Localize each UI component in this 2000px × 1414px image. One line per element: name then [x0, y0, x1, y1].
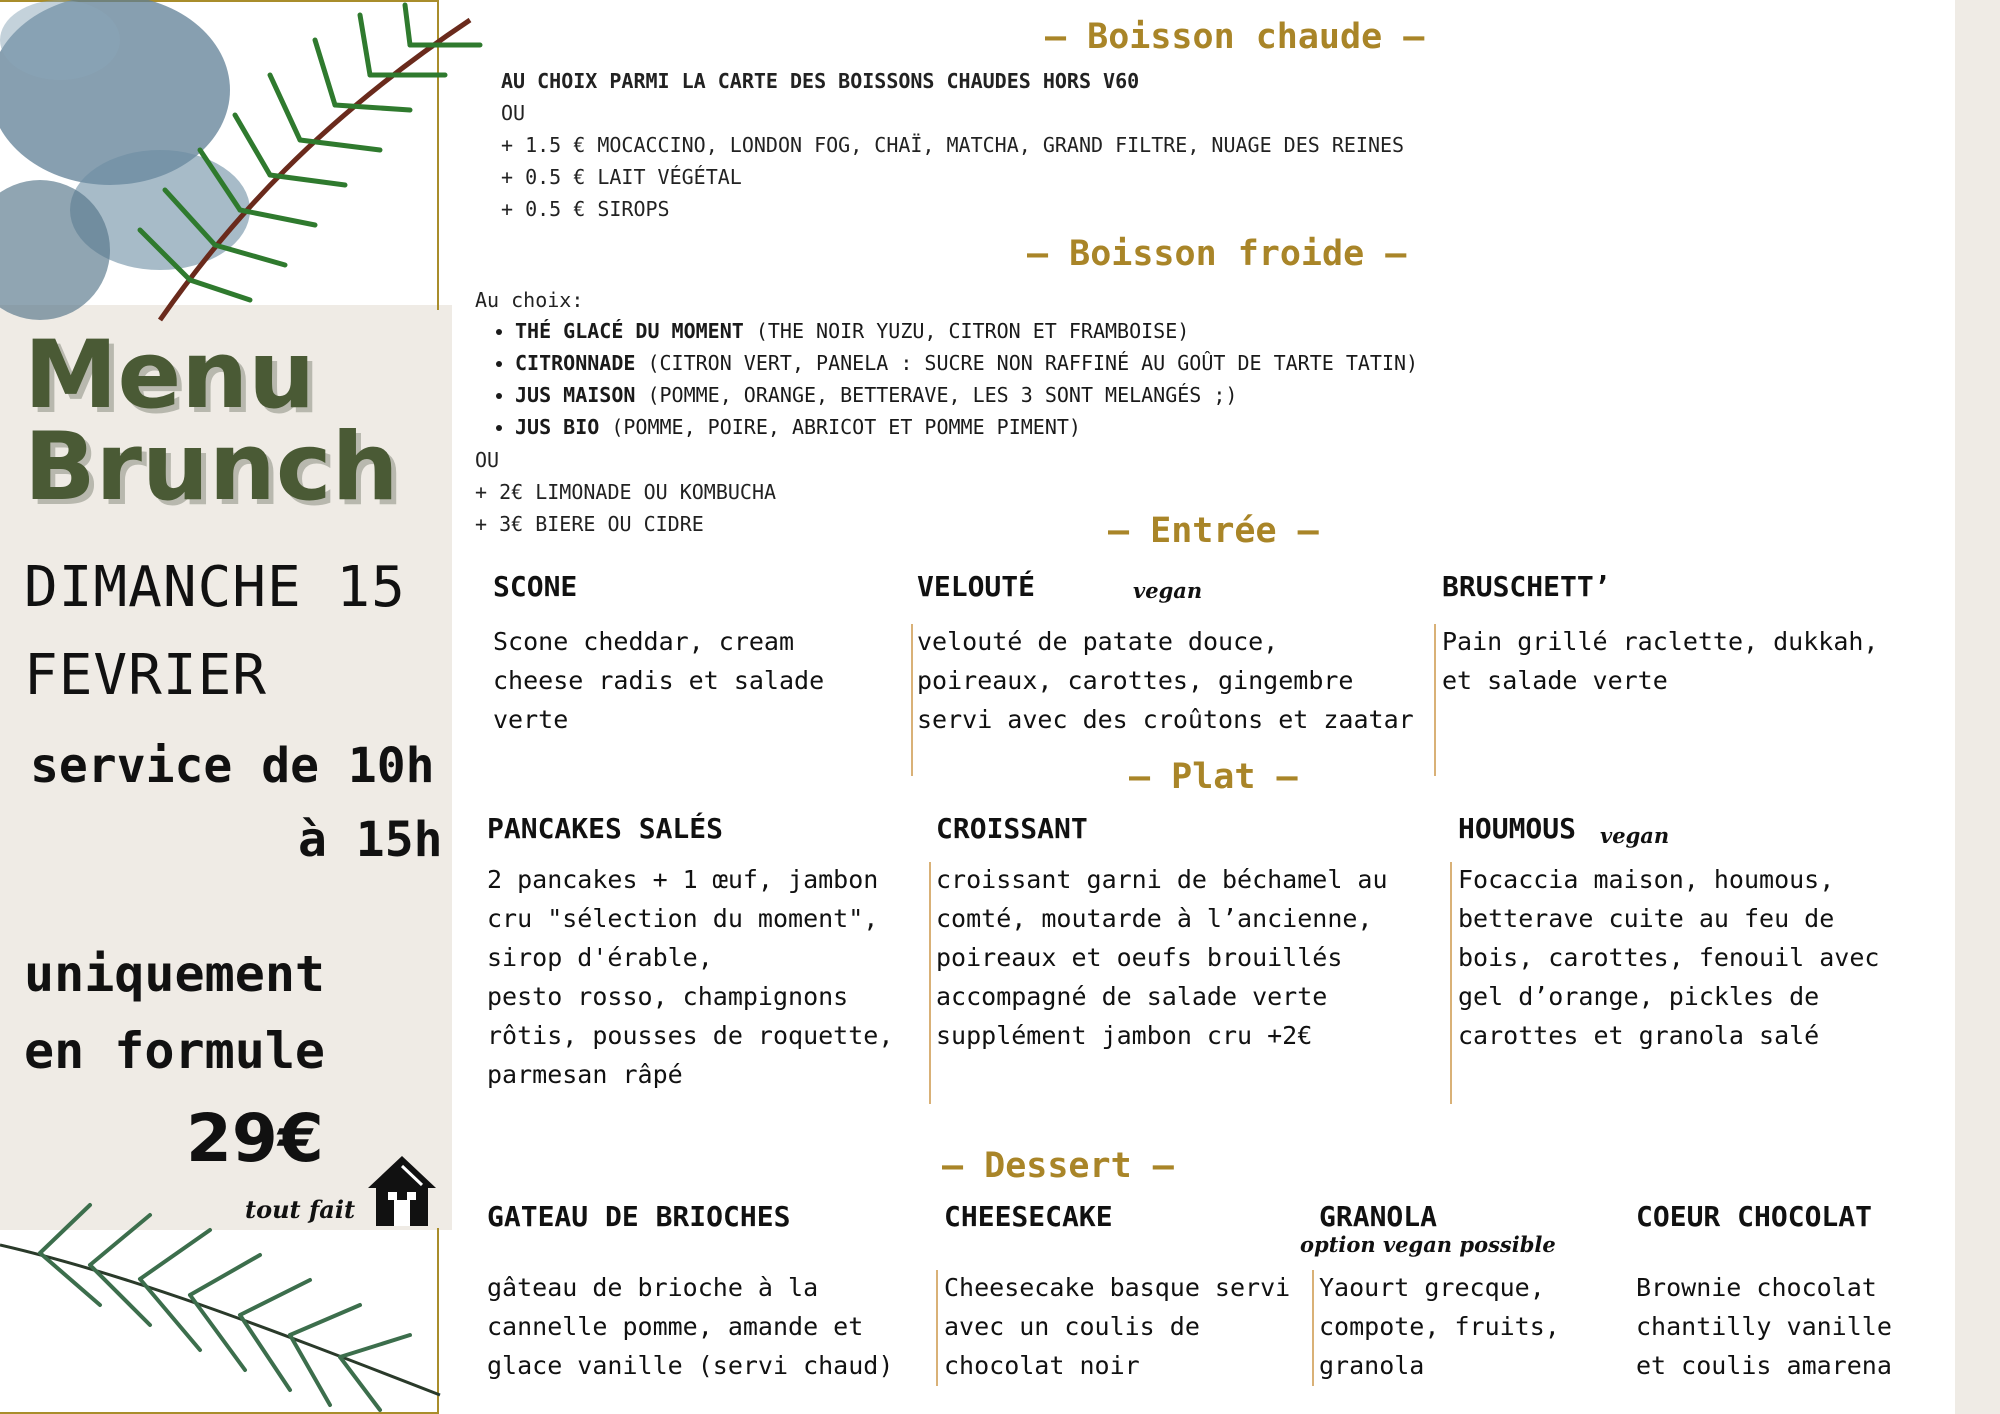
main-title: – Plat –	[1129, 757, 1298, 797]
dish-description: croissant garni de béchamel au comté, moutarde à l’ancienne, poireaux et oeufs brouillés accompagné de salade verte supplément jambon cru +2€	[936, 865, 1388, 1050]
cold-drink-title: – Boisson froide –	[1027, 234, 1407, 274]
dish-description: Pain grillé raclette, dukkah, et salade verte	[1442, 627, 1879, 695]
date-line: DIMANCHE 15	[24, 555, 406, 620]
title-line-brunch: Brunch	[24, 413, 399, 522]
cold-drink-name: JUS BIO	[515, 415, 600, 439]
vegan-tag: vegan	[1133, 578, 1203, 603]
cold-drink-intro: Au choix:	[475, 288, 584, 312]
list-item	[515, 411, 1418, 443]
service-hours: service de 10h	[30, 738, 435, 794]
right-margin-strip	[1955, 0, 2000, 1414]
dish-description: velouté de patate douce, poireaux, carottes, gingembre servi avec des croûtons et zaatar	[917, 627, 1414, 734]
formula-note: en formule	[24, 1022, 326, 1080]
column-divider	[929, 862, 931, 1104]
cold-drink-detail: (CITRON VERT, PANELA : SUCRE NON RAFFINÉ AU GOÛT DE TARTE TATIN)	[635, 351, 1419, 375]
cold-drink-detail: (POMME, POIRE, ABRICOT ET POMME PIMENT)	[599, 415, 1081, 439]
cold-drink-extra: + 2€ LIMONADE OU KOMBUCHA	[475, 480, 777, 504]
dish-name: PANCAKES SALÉS	[487, 812, 724, 845]
starter-title: – Entrée –	[1108, 511, 1319, 551]
dish-description: Yaourt grecque, compote, fruits, granola	[1319, 1273, 1560, 1380]
hot-drink-extra: + 0.5 € SIROPS	[501, 197, 670, 221]
column-divider	[911, 624, 913, 776]
hot-drink-extra: + 0.5 € LAIT VÉGÉTAL	[501, 165, 742, 189]
vegan-option-tag: option vegan possible	[1300, 1232, 1556, 1257]
pine-branch-icon	[0, 0, 520, 340]
house-icon	[366, 1152, 438, 1228]
dish-name: COEUR CHOCOLAT	[1636, 1200, 1873, 1233]
column-divider	[1450, 862, 1452, 1104]
dish-description: Scone cheddar, cream cheese radis et salade verte	[493, 627, 825, 734]
dish-name: SCONE	[493, 570, 578, 603]
list-item	[515, 379, 1418, 411]
dish-description: Cheesecake basque servi avec un coulis de chocolat noir	[944, 1273, 1291, 1380]
cold-drink-list	[475, 315, 1418, 443]
date-line: FEVRIER	[24, 643, 268, 708]
hot-drink-extra: + 1.5 € MOCACCINO, LONDON FOG, CHAÏ, MATCHA, GRAND FILTRE, NUAGE DES REINES	[501, 133, 1405, 157]
dish-description: Focaccia maison, houmous, betterave cuite au feu de bois, carottes, fenouil avec gel d’orange, pickles de carottes et granola salé	[1458, 865, 1880, 1050]
service-hours: à 15h	[298, 812, 443, 868]
cold-drink-name: JUS MAISON	[515, 383, 636, 407]
vegan-tag: vegan	[1600, 823, 1670, 848]
hot-drink-title: – Boisson chaude –	[1045, 17, 1425, 57]
column-divider	[1312, 1270, 1314, 1386]
cold-drink-extra: + 3€ BIERE OU CIDRE	[475, 512, 704, 536]
cold-drink-detail: (THE NOIR YUZU, CITRON ET FRAMBOISE)	[743, 319, 1190, 343]
dish-name: CROISSANT	[936, 812, 1088, 845]
dish-name: GATEAU DE BRIOCHES	[487, 1200, 791, 1233]
hot-drink-or: OU	[501, 101, 526, 125]
dish-name: CHEESECAKE	[944, 1200, 1113, 1233]
list-item	[515, 347, 1418, 379]
dish-description: gâteau de brioche à la cannelle pomme, amande et glace vanille (servi chaud)	[487, 1273, 894, 1380]
column-divider	[1434, 624, 1436, 776]
list-item	[515, 315, 1418, 347]
menu-title	[24, 321, 399, 522]
formula-note: uniquement	[24, 945, 326, 1003]
column-divider	[936, 1270, 938, 1386]
dish-name: GRANOLA	[1319, 1200, 1438, 1233]
dish-name: BRUSCHETT’	[1442, 570, 1611, 603]
dish-name: VELOUTÉ	[917, 570, 1036, 603]
cold-drink-name: THÉ GLACÉ DU MOMENT	[515, 319, 744, 343]
cold-drink-name: CITRONNADE	[515, 351, 636, 375]
dessert-title: – Dessert –	[942, 1146, 1174, 1186]
dish-name: HOUMOUS	[1458, 812, 1577, 845]
homemade-label: tout fait	[245, 1195, 356, 1224]
dish-description: Brownie chocolat chantilly vanille et coulis amarena	[1636, 1273, 1892, 1380]
hot-drink-main: AU CHOIX PARMI LA CARTE DES BOISSONS CHAUDES HORS V60	[501, 69, 1140, 93]
cold-drink-detail: (POMME, ORANGE, BETTERAVE, LES 3 SONT MELANGÉS ;)	[635, 383, 1238, 407]
cold-drink-or: OU	[475, 448, 500, 472]
dish-description: 2 pancakes + 1 œuf, jambon cru "sélection du moment", sirop d'érable, pesto rosso, champignons rôtis, pousses de roquette, parmesan râpé	[487, 865, 894, 1089]
title-line-menu: Menu	[24, 321, 316, 430]
formula-price: 29€	[186, 1100, 324, 1177]
